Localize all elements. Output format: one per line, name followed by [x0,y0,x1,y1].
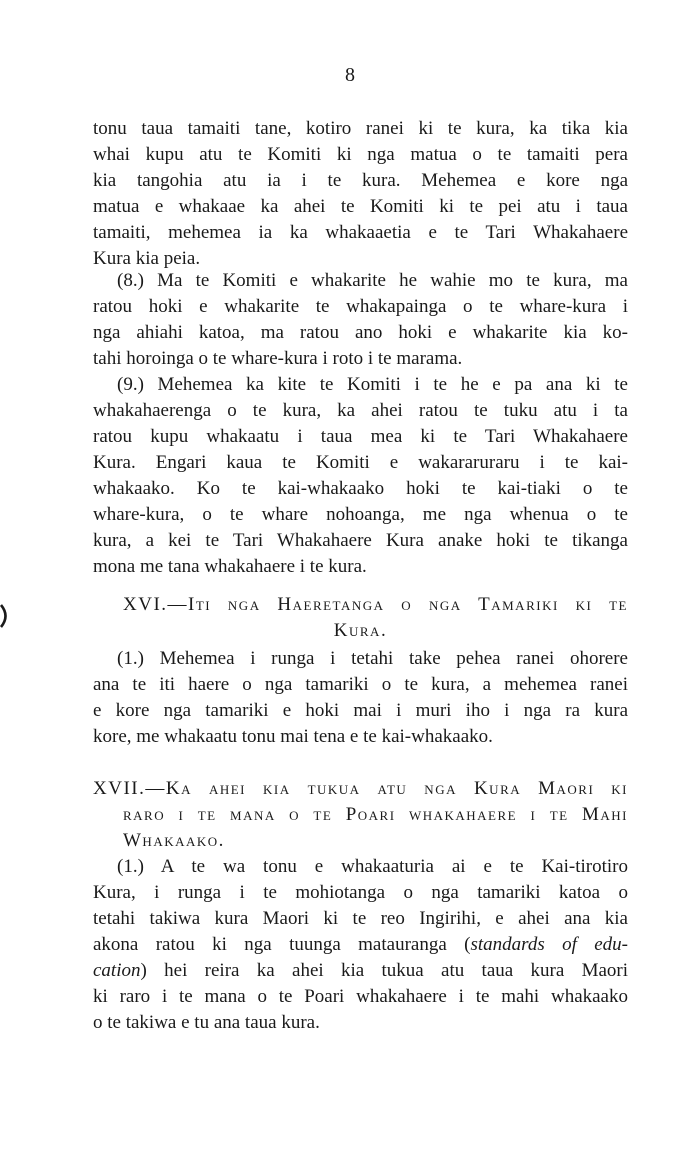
text-line: e kore nga tamariki e hoki mai i muri iho i nga ra kura [93,700,628,721]
italic-text: cation [93,960,141,981]
text-line: tonu taua tamaiti tane, kotiro ranei ki te kura, ka tika kia [93,118,628,139]
paragraph-continuation [93,116,628,272]
section-heading-line: Whakaako. [123,830,225,851]
text-line: kia tangohia atu ia i te kura. Mehemea e kore nga [93,170,628,191]
text-line: ratou kupu whakaatu i taua mea ki te Tari Whakahaere [93,426,628,447]
text-line: o te takiwa e tu ana taua kura. [93,1012,320,1033]
text-span: ) hei reira ka ahei kia tukua atu taua kura Maori [140,960,628,981]
text-line: tahi horoinga o te whare-kura i roto i te marama. [93,348,463,369]
text-line: matua e whakaae ka ahei te Komiti ki te pei atu i taua [93,196,628,217]
text-line: whare-kura, o te whare nohoanga, me nga whenua o te [93,504,628,525]
text-line [93,958,628,984]
italic-text: standards of edu- [470,934,628,955]
section-heading-line: Kura. [333,620,388,641]
text-line: Kura, i runga i te mohiotanga o nga tamariki katoa o [93,882,628,903]
text-line: (1.) A te wa tonu e whakaaturia ai e te Kai-tirotiro [117,856,628,877]
text-line: ana te iti haere o nga tamariki o te kura, a mehemea ranei [93,674,628,695]
text-line: whai kupu atu te Komiti ki nga matua o te tamaiti pera [93,144,628,165]
section-heading-line: XVII.—Ka ahei kia tukua atu nga Kura Maori ki [93,778,628,799]
section-xvii-heading [93,776,628,854]
text-line: Kura kia peia. [93,248,201,269]
text-line: nga ahiahi katoa, ma ratou ano hoki e whakarite kia ko- [93,322,628,343]
text-line: (9.) Mehemea ka kite te Komiti i te he e pa ana ki te [117,374,628,395]
text-line: tamaiti, mehemea ia ka whakaaetia e te Tari Whakahaere [93,222,628,243]
text-line: kura, a kei te Tari Whakahaere Kura anake hoki te tikanga [93,530,628,551]
text-line: tetahi takiwa kura Maori ki te reo Ingirihi, e ahei ana kia [93,908,628,929]
text-line: mona me tana whakahaere i te kura. [93,556,367,577]
section-heading-line: raro i te mana o te Poari whakahaere i te Mahi [123,804,628,825]
section-xvi-heading [93,592,628,644]
text-line: ratou hoki e whakarite te whakapainga o te whare-kura i [93,296,628,317]
text-line: (1.) Mehemea i runga i tetahi take pehea ranei ohorere [117,648,628,669]
section-heading-line: XVI.—Iti nga Haeretanga o nga Tamariki ki te [123,594,628,615]
text-line: ki raro i te mana o te Poari whakahaere i te mahi whakaako [93,986,628,1007]
text-line: whakahaerenga o te kura, ka ahei ratou te tuku atu i ta [93,400,628,421]
paragraph-8 [93,268,628,372]
text-line: Kura. Engari kaua te Komiti e wakararuraru i te kai- [93,452,628,473]
section-xvi-paragraph-1 [93,646,628,750]
page-edge-mark [0,603,12,629]
text-line [93,932,628,958]
paragraph-9 [93,372,628,580]
text-span: akona ratou ki nga tuunga matauranga ( [93,934,471,955]
text-line: kore, me whakaatu tonu mai tena e te kai-whakaako. [93,726,493,747]
text-line: (8.) Ma te Komiti e whakarite he wahie mo te kura, ma [117,270,628,291]
text-line: whakaako. Ko te kai-whakaako hoki te kai-tiaki o te [93,478,628,499]
section-xvii-paragraph-1 [93,854,628,1036]
page-number: 8 [345,64,355,86]
